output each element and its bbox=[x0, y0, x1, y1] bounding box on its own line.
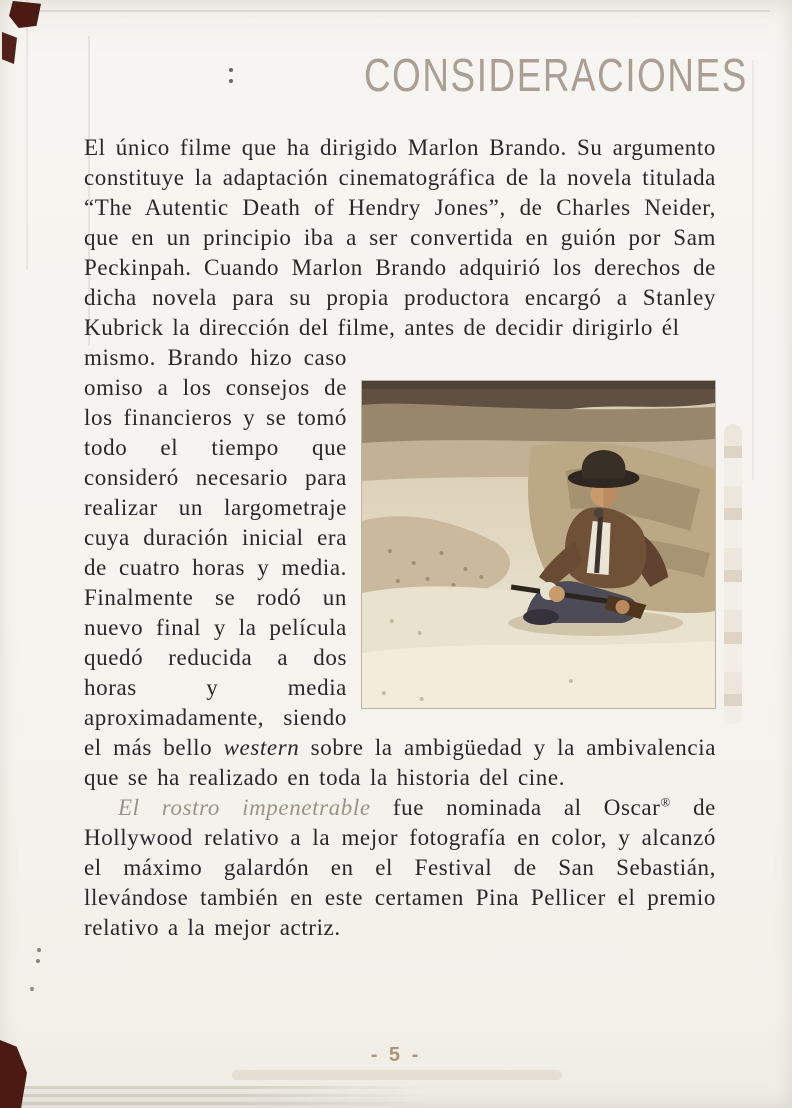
ink-speck bbox=[229, 68, 233, 72]
paragraph-1 bbox=[84, 133, 716, 343]
paper-smudge bbox=[724, 424, 742, 724]
inline-photo bbox=[361, 380, 716, 709]
film-title-lead: El rostro impenetrable bbox=[118, 795, 371, 820]
paragraph-2 bbox=[84, 343, 716, 793]
paragraph-1-text: El único filme que ha dirigido Marlon Brando. Su argumento constituye la adaptación cinematográfica de la novela titulada “The Autentic Death of Hendry Jones”, de Charles Neider, que en un principio iba a ser convertida en guión por Sam Peckinpah. Cuando Marlon Brando adquirió los derechos de dicha novela para su propia productora encargó a Stanley Kubrick la dirección del filme, antes de decidir dirigirlo él bbox=[84, 135, 716, 340]
page-number: - 5 - bbox=[370, 1044, 422, 1066]
ink-speck bbox=[229, 79, 233, 83]
paper-crease-horizontal bbox=[28, 10, 770, 12]
italic-word-western: western bbox=[223, 735, 300, 760]
paper-smudge bbox=[232, 1070, 562, 1080]
registered-mark: ® bbox=[660, 794, 671, 810]
paragraph-3-text: fue nominada al Oscar bbox=[370, 795, 661, 820]
paragraph-3-text-rest: de Hollywood relativo a la mejor fotografía en color, y alcanzó el máximo galardón en el Festival de San Sebastián, llevándose también en este certamen Pina Pellicer el premio relativo a la mejor actriz. bbox=[84, 795, 716, 940]
paragraph-2-text: mismo. Brando hizo caso omiso a los consejos de los financieros y se tomó todo el tiempo que consideró necesario para realizar un largometraje cuya duración inicial era de cuatro horas y media. Finalmente se rodó un nuevo final y la película quedó reducida a dos horas y media aproximadamente, siendo el más bello bbox=[84, 345, 347, 760]
paper-crease-vertical bbox=[26, 0, 28, 270]
ink-speck bbox=[36, 959, 40, 963]
page-title: CONSIDERACIONES bbox=[364, 49, 748, 101]
scan-corner-mark bbox=[2, 32, 17, 64]
ink-speck bbox=[30, 987, 34, 991]
paragraph-3 bbox=[84, 793, 716, 943]
paper-smudge bbox=[0, 1086, 430, 1106]
paragraph-2-text-after: sobre la ambigüedad y la ambivalencia que se ha realizado en toda la historia del cine. bbox=[84, 735, 717, 790]
western-still-photo bbox=[362, 381, 715, 708]
scan-corner-mark bbox=[9, 1, 41, 28]
body-text bbox=[84, 133, 716, 943]
ink-speck bbox=[37, 948, 41, 952]
paper-crease-vertical bbox=[752, 60, 754, 480]
